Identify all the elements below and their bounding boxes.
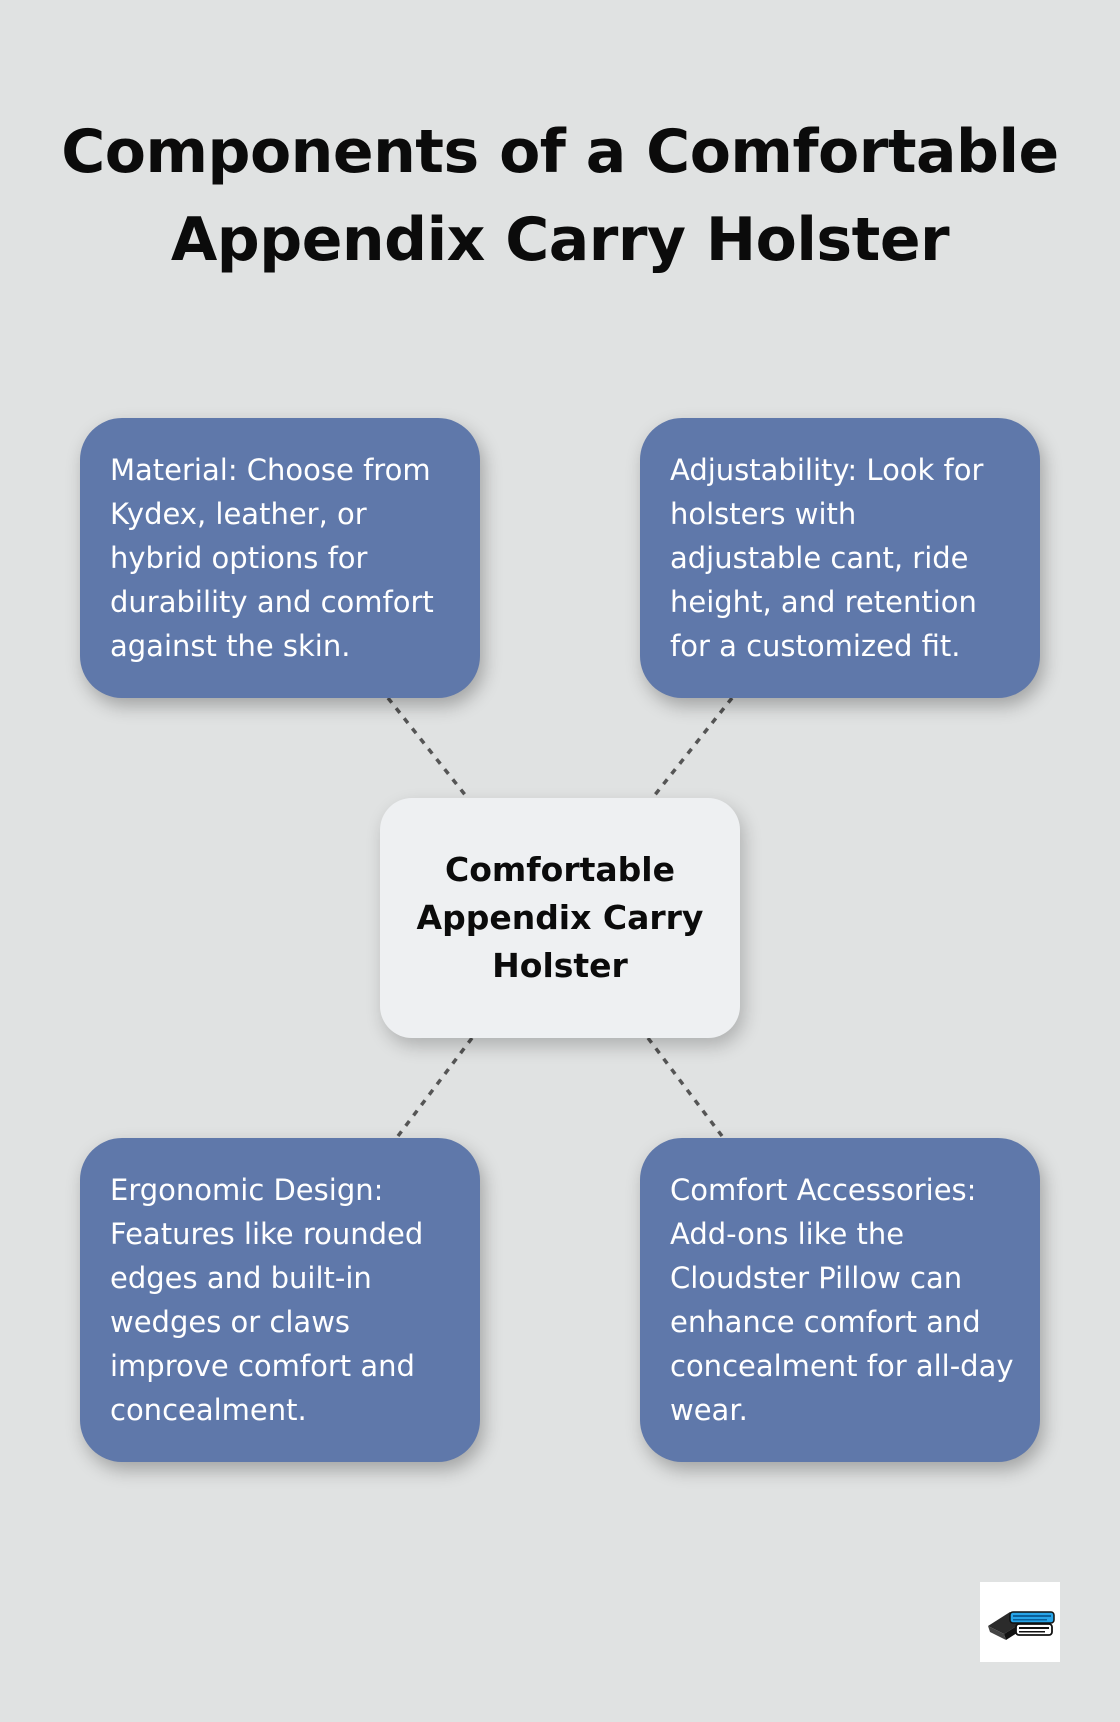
component-box-ergonomic-design <box>80 1138 480 1462</box>
connector-line-top-right <box>654 698 732 796</box>
connector-line-bottom-right <box>648 1038 722 1136</box>
page-title: Components of a Comfortable Appendix Carry Holster <box>61 117 1059 275</box>
component-text: Ergonomic Design: Features like rounded edges and built-in wedges or claws improve comfort and concealment. <box>110 1173 424 1427</box>
center-node-label: Comfortable Appendix Carry Holster <box>416 850 704 985</box>
center-node <box>380 798 740 1038</box>
component-box-material <box>80 418 480 698</box>
component-box-comfort-accessories <box>640 1138 1040 1462</box>
pillow-icon <box>980 1582 1060 1662</box>
component-text: Comfort Accessories: Add-ons like the Cloudster Pillow can enhance comfort and concealment for all-day wear. <box>670 1173 1014 1427</box>
component-box-adjustability <box>640 418 1040 698</box>
connector-line-top-left <box>388 698 466 796</box>
component-text: Material: Choose from Kydex, leather, or hybrid options for durability and comfort against the skin. <box>110 453 434 663</box>
cloudster-pillow-logo <box>980 1582 1060 1662</box>
component-text: Adjustability: Look for holsters with adjustable cant, ride height, and retention for a customized fit. <box>670 453 984 663</box>
connector-line-bottom-left <box>398 1038 472 1136</box>
